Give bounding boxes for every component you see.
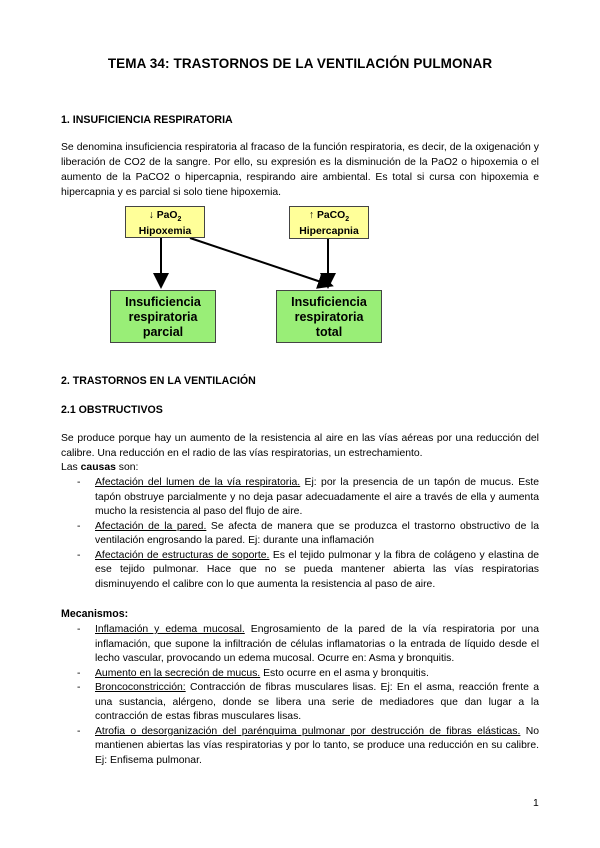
arrow-pao2-to-total — [190, 238, 330, 285]
parcial-box — [110, 290, 216, 343]
section2-heading: 2. TRASTORNOS EN LA VENTILACIÓN — [61, 375, 256, 387]
page-title: TEMA 34: TRASTORNOS DE LA VENTILACIÓN PULMONAR — [107, 56, 493, 71]
total-line2: respiratoria — [294, 310, 364, 324]
list-item: - Atrofia o desorganización del parénquima pulmonar por destrucción de fibras elásticas. No mantienen abiertas las vías respiratorias y por lo tanto, se produce una reducción en su calibre. Ej: Enfisema pulmonar. — [77, 725, 539, 766]
causes-suffix: son: — [115, 462, 139, 473]
mechanism-text: Contracción de fibras musculares lisas. Ej: En el asma, reacción frente a una sustancia, alérgeno, donde se libera una serie de mediadores que dan lugar a la contracción de estas fibras musculares lisas. — [95, 682, 539, 722]
parcial-line3: parcial — [142, 325, 184, 339]
mechanism-text: Engrosamiento de la pared de la vía respiratoria por una inflamación, que supone la infiltración de células inflamatorias o la entrada de líquido desde el lecho vascular, provocando un edema mucosal. Ocurre en: Asma y bronquitis. — [95, 624, 539, 664]
mechanism-label: Atrofia o desorganización del parénquima pulmonar por destrucción de fibras elásticas. — [95, 725, 521, 737]
page-number: 1 — [533, 798, 539, 809]
parcial-line1: Insuficiencia — [125, 295, 201, 309]
arrow-up-icon: ↑ — [308, 210, 315, 221]
mechanisms-list — [61, 623, 539, 768]
cause-label: Afectación de estructuras de soporte. — [95, 549, 270, 561]
causes-intro — [61, 460, 539, 475]
paco2-gas-label: PaCO — [316, 210, 346, 221]
cause-label: Afectación del lumen de la vía respiratoria. — [95, 477, 301, 488]
causes-word: causas — [80, 462, 116, 473]
mechanism-text: Esto ocurre en el asma y bronquitis. — [260, 667, 429, 679]
causes-list — [61, 476, 539, 592]
pao2-box — [125, 206, 205, 238]
list-item: - Afectación del lumen de la vía respiratoria. Ej: por la presencia de un tapón de mucus. Este tapón obstruye parcialmente y no deja pasar adecuadamente el aire a través de ella y aumenta mucho la resistencia al paso del flujo de aire. — [77, 477, 540, 517]
cause-label: Afectación de la pared. — [95, 520, 207, 532]
list-item: - Afectación de la pared. Se afecta de manera que se produzca el trastorno obstructivo de la ventilación engrosando la pared. Ej: durante una inflamación — [77, 520, 539, 546]
arrow-down-icon: ↓ — [148, 210, 154, 221]
list-item: - Broncoconstricción: Contracción de fibras musculares lisas. Ej: En el asma, reacción frente a una sustancia, alérgeno, donde se libera una serie de mediadores que dan lugar a la contracción de estas fibras musculares lisas. — [77, 682, 539, 722]
pao2-subscript: 2 — [177, 216, 182, 224]
section1-heading: 1. INSUFICIENCIA RESPIRATORIA — [61, 114, 233, 126]
section2-intro: Se produce porque hay un aumento de la resistencia al aire en las vías aéreas por una reducción del calibre. Una reducción en el radio de las vías respiratorias, un estrechamiento. — [61, 433, 539, 459]
total-line3: total — [315, 325, 343, 339]
pao2-label: Hipoxemia — [138, 226, 192, 238]
cause-text: Se afecta de manera que se produzca el trastorno obstructivo de la ventilación engrosando la pared. Ej: durante una inflamación — [95, 520, 539, 546]
cause-text: Es el tejido pulmonar y la fibra de colágeno y elastina de ese tejido pulmonar. Hace que no se pueda mantener abierta las vías respiratorias disminuyendo el calibre con lo que aumenta la resistencia al paso de aire. — [95, 549, 539, 590]
cause-text: Ej: por la presencia de un tapón de mucus. Este tapón obstruye parcialmente y no deja pasar adecuadamente el aire a través de ella y aumenta mucho la resistencia al paso del flujo de aire. — [95, 477, 540, 517]
mechanism-label: Aumento en la secreción de mucus. — [95, 667, 261, 679]
section2-1-heading: 2.1 OBSTRUCTIVOS — [61, 404, 163, 416]
paco2-label: Hipercapnia — [299, 226, 359, 238]
mechanism-label: Inflamación y edema mucosal. — [95, 624, 245, 635]
paco2-subscript: 2 — [345, 216, 350, 224]
section1-paragraph: Se denomina insuficiencia respiratoria al fracaso de la función respiratoria, es decir, de la oxigenación y liberación de CO2 de la sangre. Por ello, su expresión es la disminución de la PaO2 o hipoxemia o el aumento de la PaCO2 o hipercapnia, respirando aire ambiental. Es total si cursa con hipoxemia e hipercapnia y es parcial si solo tiene hipoxemia. — [61, 142, 539, 198]
list-item: - Aumento en la secreción de mucus. Esto ocurre en el asma y bronquitis. — [77, 667, 429, 679]
causes-prefix: Las — [61, 462, 81, 473]
list-item: - Afectación de estructuras de soporte. Es el tejido pulmonar y la fibra de colágeno y elastina de ese tejido pulmonar. Hace que no se pueda mantener abierta las vías respiratorias disminuyendo el calibre con lo que aumenta la resistencia al paso de aire. — [77, 549, 539, 590]
mechanism-text: No mantienen abiertas las vías respiratorias y por lo tanto, se produce una reducción en su calibre. Ej: Enfisema pulmonar. — [95, 725, 539, 766]
mechanisms-heading: Mecanismos: — [61, 608, 129, 620]
total-box — [276, 290, 382, 343]
parcial-line2: respiratoria — [128, 310, 198, 324]
total-line1: Insuficiencia — [291, 295, 367, 309]
mechanism-label: Broncoconstricción: — [95, 682, 186, 693]
pao2-gas-label: PaO — [156, 210, 178, 221]
list-item: - Inflamación y edema mucosal. Engrosamiento de la pared de la vía respiratoria por una inflamación, que supone la infiltración de células inflamatorias o la entrada de líquido desde el lecho vascular, provocando un edema mucosal. Ocurre en: Asma y bronquitis. — [77, 624, 539, 664]
paco2-box — [289, 206, 369, 239]
